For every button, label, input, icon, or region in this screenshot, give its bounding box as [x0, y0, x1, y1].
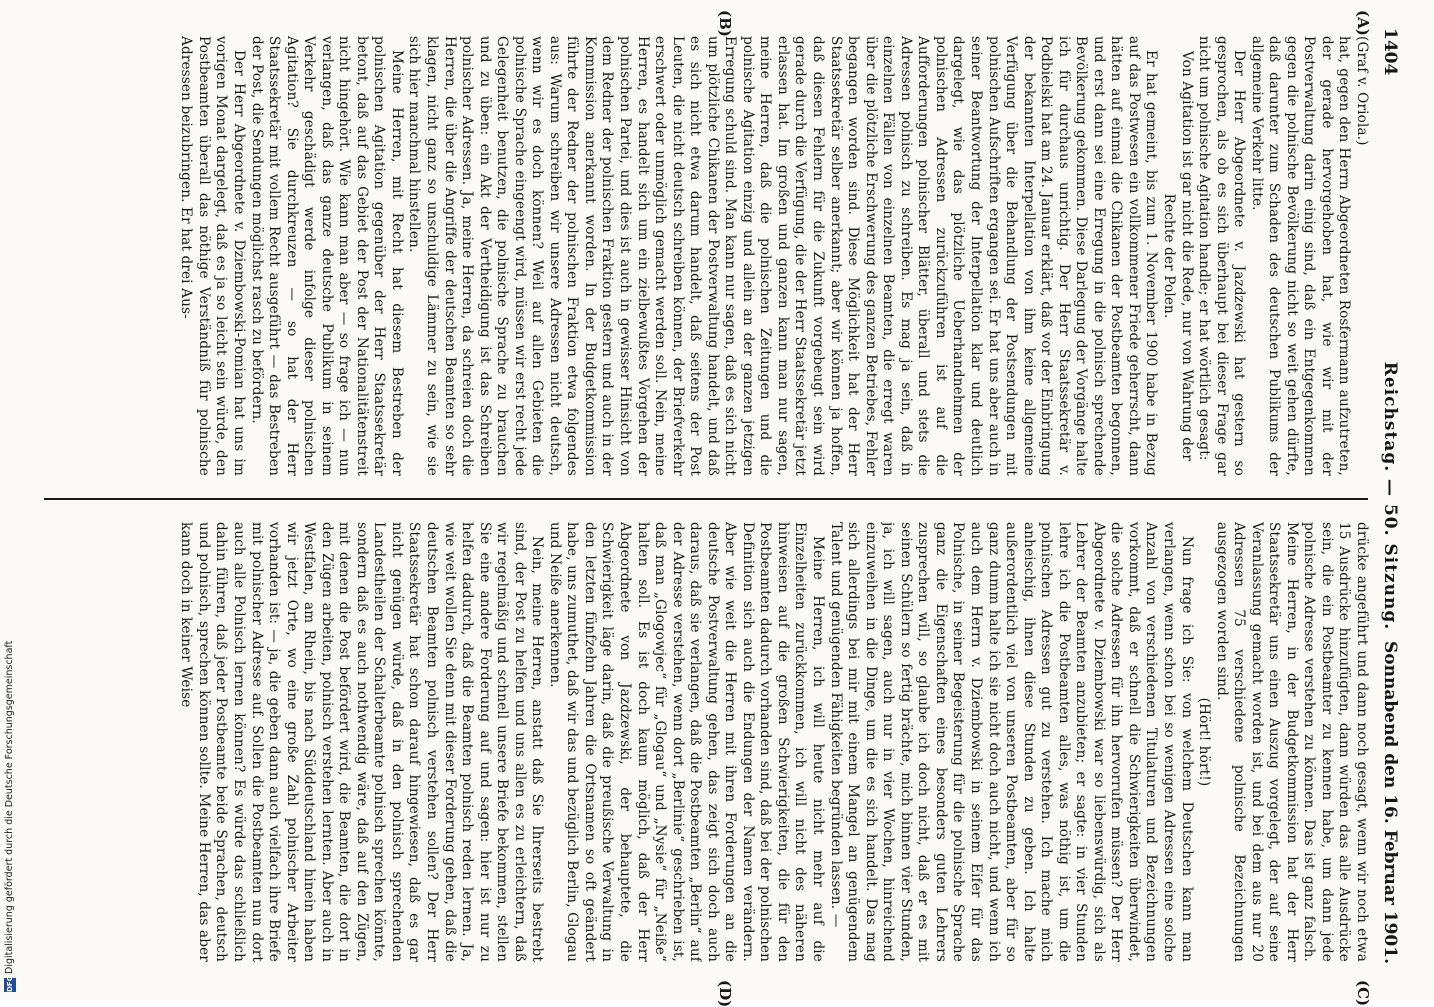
paragraph: drücke angeführt und dann noch gesagt, wenn wir noch etwa 15 Ausdrücke hinzufügten, dann würden das alle Ausdrücke sein, die ein Postbeamter zu kennen habe, um dann jede polnische Adresse verstehen zu können. Das ist ganz falsch. Meine Herren, in der Budgetkommission hat der Herr Staatssekretär uns einen Auszug vorgelegt, der auf seine Veranlassung gemacht worden ist, und bei dem aus nur 20 Adressen 75 verschiedene polnische Bezeichnungen ausgezogen worden sind.	[1213, 522, 1370, 962]
right-column	[40, 522, 1370, 962]
page-number: 1404	[1380, 28, 1400, 76]
paragraph: Der Herr Abgeordnete v. Jazdzewski hat gestern so gesprochen, als ob es sich überhaupt bei dieser Frage gar nicht um polnische Agitation handle; er hat wörtlich gesagt:	[1196, 36, 1248, 476]
session-title: Reichstag. — 50. Sitzung.	[1380, 361, 1400, 631]
column-divider	[44, 498, 1368, 500]
interjection: (Hört! hört!)	[1196, 697, 1213, 787]
left-column	[40, 36, 1370, 476]
paragraph: Er hat gemeint, bis zum 1. November 1900 habe in Bezug auf das Postwesen ein vollkommener Friede geherrscht, dann hätten auf einmal die Chikanen der Postbeamten begonnen, und erst dann sei eine Erregung in die polnisch sprechende Bevölkerung gekommen. Diese Darlegung der Vorgänge halte ich für durchaus unrichtig. Der Herr Staatssekretär v. Podbielski hat am 24. Januar erklärt, daß vor der Einbringung der bekannten Interpellation von ihm keine allgemeine Verfügung über die Behandlung der Postsendungen mit polnischen Aufschriften ergangen sei. Er hat uns aber auch in seiner Beantwortung der Interpellation klar und deutlich dargelegt, wie das plötzliche Ueberhandnehmen der polnischen Adressen zurückzuführen ist auf die Aufforderungen polnischer Blätter, überall und stets die Adressen polnisch zu schreiben. Es mag ja sein, daß in einzelnen Fällen von einzelnen Beamten, die erregt waren über die plötzliche Erschwerung des ganzen Betriebes, Fehler begangen worden sind. Diese Möglichkeit hat der Herr Staatssekretär selber anerkannt; aber wir können ja hoffen, daß diesen Fehlern für die Zukunft vorgebeugt sein wird gerade durch die Verfügung, die der Herr Staatssekretär jetzt erlassen hat. Im großen und ganzen kann man nur sagen, meine Herren, daß die polnischen Zeitungen und die polnische Agitation einzig und allein an der ganzen jetzigen Erregung schuld sind. Man kann nur sagen, daß es sich nicht um plötzliche Chikanen der Postverwaltung handelt, und daß es sich nicht etwa darum handelt, daß seitens der Post Leuten, die nicht deutsch schreiben können, der Briefverkehr erschwert oder unmöglich gemacht werden soll. Nein, meine Herren, es handelt sich um ein zielbewußtes Vorgehen der polnischen Partei, und dies ist auch in gewisser Hinsicht von dem Redner der polnischen Fraktion gestern und auch in der Kommission anerkannt worden. In der Budgetkommission führte der Redner der polnischen Fraktion etwa folgendes aus: Warum schreiben wir unsere Adressen nicht deutsch, wenn wir es doch können? Weil auf allen Gebieten die polnische Sprache eingeengt wird, müssen wir erst recht jede Gelegenheit benutzen, die polnische Sprache zu brauchen und zu üben: ein Akt der Vertheidigung ist das Schreiben polnischer Adressen. Ja, meine Herren, da schreien doch die Herren, die über die Angriffe der deutschen Beamten so sehr klagen, nicht ganz so unschuldige Lämmer zu sein, wie sie sich hier manchmal hinstellen.	[406, 36, 1160, 476]
margin-marker-a: (A)	[1354, 10, 1372, 36]
paragraph: Nein, meine Herren, anstatt daß Sie Ihrerseits bestrebt sind, der Post zu helfen und uns allen es zu erleichtern, daß wir regelmäßig und schnell unsere Briefe bekommen, stellen Sie eine andere Forderung auf und sagen: hier ist nur zu helfen dadurch, daß die Beamten polnisch reden lernen. Ja, wie weit wollen Sie denn mit dieser Forderung gehen, daß die deutschen Beamten polnisch verstehen sollen? Der Herr Staatssekretär hat schon darauf hingewiesen, daß es gar nicht genügen würde, daß in den polnisch sprechenden Landestheilen der Schalterbeamte polnisch sprechen könnte, sondern daß es auch nothwendig wäre, daß auf den Zügen, mit denen die Post befördert wird, die Beamten, die dort in den Zügen arbeiten, polnisch verstehen lernten. Aber auch in Westfalen, am Rhein, bis nach Süddeutschland hinein haben wir jetzt Orte, wo eine große Zahl polnischer Arbeiter vorhanden ist: — ja, die geben dann auch vielfach ihre Briefe mit polnischer Adresse auf. Sollen die Postbeamten nun dort auch alle Polnisch lernen können? Es würde das schließlich dahin führen, daß jeder Postbeamte beide Sprachen, deutsch und polnisch, sprechen können sollte. Meine Herren, das aber kann doch in keiner Weise	[178, 522, 546, 962]
speaker-name: (Graf v. Oriola.)	[1354, 36, 1370, 146]
margin-marker-d: (D)	[716, 980, 734, 1007]
paragraph: Nun frage ich Sie: von welchem Deutschen kann man verlangen, wenn schon bei so wenigen Adressen eine solche Anzahl von verschiedenen Titulaturen und Bezeichnungen vorkommt, daß er schnell die Schwierigkeiten überwindet, die solche Adressen für ihn hervorrufen müssen? Der Herr Abgeordnete v. Dziembowski war so liebenswürdig, sich als Lehrer der Beamten anzubieten; er sagte: in vier Stunden lehre ich die Postbeamten alles, was nöthig ist, um die polnischen Adressen gut zu verstehen. Ich mache mich anheischig, ihnen diese Stunden zu geben. Ich halte außerordentlich viel von unseren Postbeamten, aber für so ganz dumm halte ich sie nicht doch auch nicht, und wenn ich auch dem Herrn v. Dziembowski in seinem Eifer für das Polnische, in seiner Begeisterung für die polnische Sprache ganz die Eigenschaften eines besonders guten Lehrers zusprechen will, so glaube ich doch nicht, daß er es mit seinen Schülern so fertig brächte, mich binnen vier Stunden, ja, ich will sagen, auch nur in vier Wochen, hinreichend einzuweihen in die Dinge, um die es sich handelt. Das mag sich allerdings bei mir mit einem Mangel an genügendem Talent und genügenden Fähigkeiten begründen lassen. —	[827, 522, 1195, 962]
session-date: Sonnabend den 16. Februar 1901.	[1380, 641, 1400, 964]
page-header	[1376, 28, 1404, 964]
digitization-credit	[0, 0, 22, 1000]
credit-text: Digitalisierung gefördert durch die Deutsche Forschungsgemeinschaft	[4, 640, 15, 974]
dfg-logo: DFG	[5, 975, 14, 992]
margin-marker-b: (B)	[716, 10, 734, 37]
quotation: Von Agitation ist gar nicht die Rede, nur von Wahrung der Rechte der Polen.	[1160, 50, 1195, 462]
paragraph: Der Herr Abgeordnete v. Dziembowski-Pomian hat uns im vorigen Monat dargelegt, daß es ja so leicht sein würde, den Postbeamten überall das nöthige Verständniß für polnische Adressen beizubringen. Er hat drei Aus-	[178, 36, 247, 476]
paragraph: Meine Herren, mit Recht hat diesem Bestreben der polnischen Agitation gegenüber der Herr Staatssekretär betont, daß auf das Gebiet der Post der Nationalitätenstreit nicht hingehört. Wie kann man aber — so frage ich — nun verlangen, daß das ganze deutsche Publikum in seinem Verkehr geschädigt werde infolge dieser polnischen Agitation? Sie durchkreuzen — so hat der Herr Staatssekretär mit vollem Recht ausgeführt — das Bestreben der Post, die Sendungen möglichst rasch zu befördern.	[248, 36, 405, 476]
paragraph: Meine Herren, ich will heute nicht mehr auf die Einzelheiten zurückkommen, ich will nicht des näheren hinweisen auf die großen Schwierigkeiten, die für den Postbeamten dadurch vorhanden sind, daß bei der polnischen Definition sich auch die Endungen der Namen verändern. Aber wie weit die Herren mit ihren Forderungen an die deutsche Postverwaltung gehen, das zeigt sich doch auch daraus, daß sie verlangen, daß die Postbeamten „Berlin“ auf der Adresse verstehen, wenn dort „Berlinie“ geschrieben ist, daß man „Glogowjec“ für „Glogau“ und „Nysie“ für „Neiße“ halten soll. Es ist doch kaum möglich, daß der Herr Abgeordnete von Jazdzewski, der behauptete, die Schwierigkeit läge darin, daß die preußische Verwaltung in den letzten fünfzehn Jahren die Ortsnamen so oft geändert habe, uns zumuthet, daß wir das und bezüglich Berlin, Glogau und Neiße anerkennen.	[546, 522, 827, 962]
paragraph: hat, gegen den Herrn Abgeordneten Rosfermann aufzutreten, der gerade hervorgehoben hat, wie wir mit der Postverwaltung darin einig sind, daß ein Entgegenkommen gegen die polnische Bevölkerung nicht so weit gehen dürfte, daß darunter zum Schaden des deutschen Publikums der allgemeine Verkehr litte.	[1248, 36, 1353, 476]
margin-marker-c: (C)	[1354, 980, 1372, 1007]
